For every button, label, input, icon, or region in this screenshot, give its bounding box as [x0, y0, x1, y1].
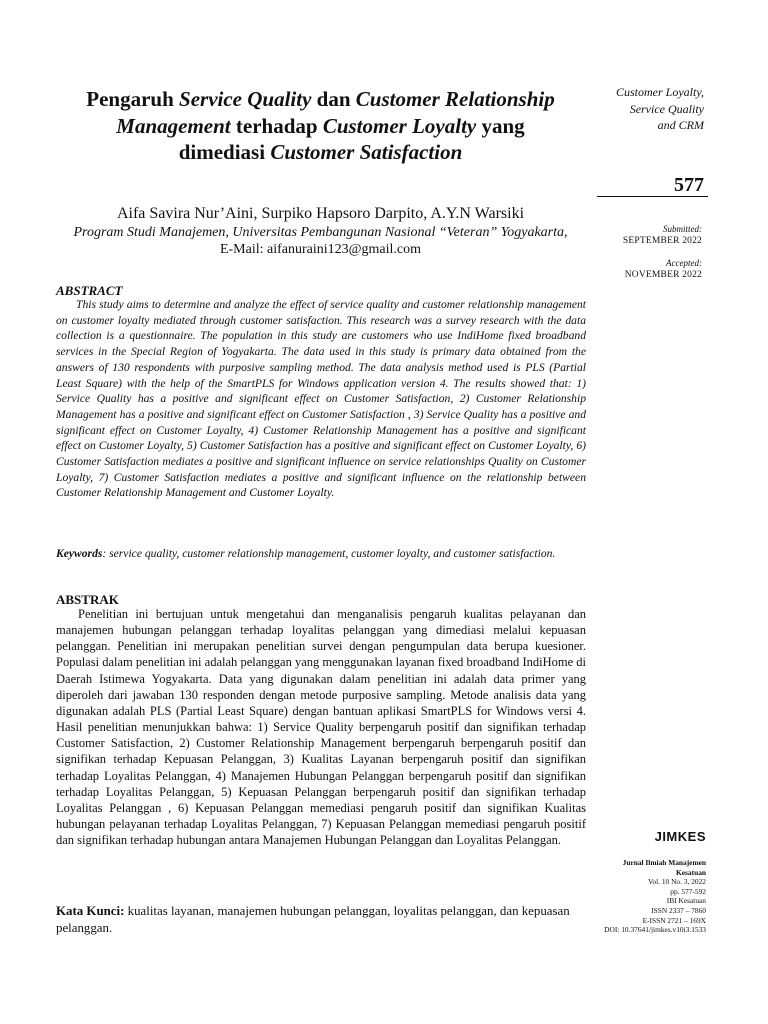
abstrak-heading: ABSTRAK [56, 592, 119, 607]
running-topic: Customer Loyalty, Service Quality and CRM [615, 85, 704, 132]
title-line-1: Pengaruh Service Quality dan Customer Relationship [86, 87, 555, 111]
author-affiliation: Program Studi Manajemen, Universitas Pembangunan Nasional “Veteran” Yogyakarta, [73, 225, 568, 240]
journal-volume: Vol. 10 No. 3, 2022 [648, 877, 706, 887]
accepted-date: NOVEMBER 2022 [624, 270, 702, 280]
paper-title [48, 86, 593, 166]
journal-name: JIMKES [654, 829, 706, 844]
page-number-rule [597, 196, 708, 197]
journal-full-name-1: Jurnal Ilmiah Manajemen [622, 858, 706, 867]
keywords [56, 546, 586, 562]
journal-full-name-2: Kesatuan [676, 867, 706, 877]
keywords-text: : service quality, customer relationship management, customer loyalty, and customer satisfaction. [102, 547, 556, 560]
abstract-body: This study aims to determine and analyze the effect of service quality and customer relationship management on customer loyalty mediated through customer satisfaction. This research was a survey research with the data collection is a questionnaire. The population in this study are customers who use IndiHome fixed broadband services in the Special Region of Yogyakarta. The data used in this study is primary data obtained from the answers of 130 respondents with purposive sampling method. The data analysis method used is PLS (Partial Least Square) with the help of the SmartPLS for Windows application version 4. The results showed that: 1) Service Quality has a positive and significant effect on Customer Satisfaction, 2) Customer Relationship Management has a positive and significant effect on Customer Satisfaction , 3) Service Quality has a positive and significant effect on Customer Loyalty, 4) Customer Relationship Management has a positive and significant effect on Customer Loyalty, 5) Customer Satisfaction has a positive and significant effect on Customer Loyalty, 6) Customer Satisfaction mediates a positive and significant influence on service relationships Quality on Customer Loyalty, 7) Customer Satisfaction mediates a positive and significant influence on the relationship between Customer Relationship Management and Customer Loyalty. [56, 298, 586, 500]
kata-kunci-text: kualitas layanan, manajemen hubungan pelanggan, loyalitas pelanggan, dan kepuasan pelanggan. [56, 904, 570, 935]
journal-info [546, 858, 706, 935]
journal-doi: DOI: 10.37641/jimkes.v10i3.1533 [604, 925, 706, 935]
journal-eissn: E-ISSN 2721 – 169X [642, 915, 706, 925]
kata-kunci-label: Kata Kunci: [56, 904, 125, 918]
journal-pages: pp. 577-592 [670, 886, 706, 896]
accepted-label: Accepted: [666, 258, 702, 268]
abstrak-body: Penelitian ini bertujuan untuk mengetahui dan menganalisis pengaruh kualitas pelayanan dan manajemen hubungan pelanggan terhadap loyalitas pelanggan yang dimediasi melalui kepuasan pelanggan. Penelitian ini merupakan penelitian survei dengan pengumpulan data berupa kuesioner. Populasi dalam penelitian ini adalah pelanggan yang menggunakan layanan fixed broadband IndiHome di Daerah Istimewa Yogyakarta. Data yang digunakan dalam penelitian ini adalah data primer yang diperoleh dari jawaban 130 responden dengan metode purposive sampling. Metode analisis data yang digunakan adalah PLS (Partial Least Square) dengan bantuan aplikasi SmartPLS for Windows versi 4. Hasil penelitian menunjukkan bahwa: 1) Service Quality berpengaruh positif dan signifikan terhadap Customer Satisfaction, 2) Customer Relationship Management berpengaruh berpengaruh positif dan signifikan terhadap Kepuasan Pelanggan, 3) Kualitas Layanan berpengaruh positif dan signifikan terhadap Loyalitas Pelanggan, 4) Manajemen Hubungan Pelanggan berpengaruh positif dan signifikan terhadap Loyalitas Pelanggan, 5) Kepuasan Pelanggan berpengaruh positif dan signifikan terhadap Loyalitas Pelanggan , 6) Kepuasan Pelanggan memediasi pengaruh positif dan signifikan Kualitas hubungan pelayanan terhadap Loyalitas Pelanggan, 7) Kepuasan Pelanggan memediasi pengaruh positif dan signifikan terhadap hubungan antara Manajemen Hubungan Pelanggan dan Loyalitas Pelanggan. [56, 607, 586, 848]
page-number: 577 [674, 174, 704, 196]
author-list: Aifa Savira Nur’Aini, Surpiko Hapsoro Darpito, A.Y.N Warsiki [116, 205, 525, 222]
title-line-3: dimediasi Customer Satisfaction [178, 140, 463, 164]
abstract-heading: ABSTRACT [56, 283, 123, 298]
submitted-label: Submitted: [663, 224, 702, 234]
keywords-label: Keywords [56, 547, 103, 560]
title-line-2: Management terhadap Customer Loyalty yang [116, 113, 525, 138]
journal-issn: ISSN 2337 – 7860 [651, 905, 706, 915]
submitted-date: SEPTEMBER 2022 [622, 236, 702, 246]
author-email: E-Mail: aifanuraini123@gmail.com [219, 242, 422, 257]
kata-kunci [56, 903, 586, 936]
journal-publisher: IBI Kesatuan [666, 896, 706, 906]
